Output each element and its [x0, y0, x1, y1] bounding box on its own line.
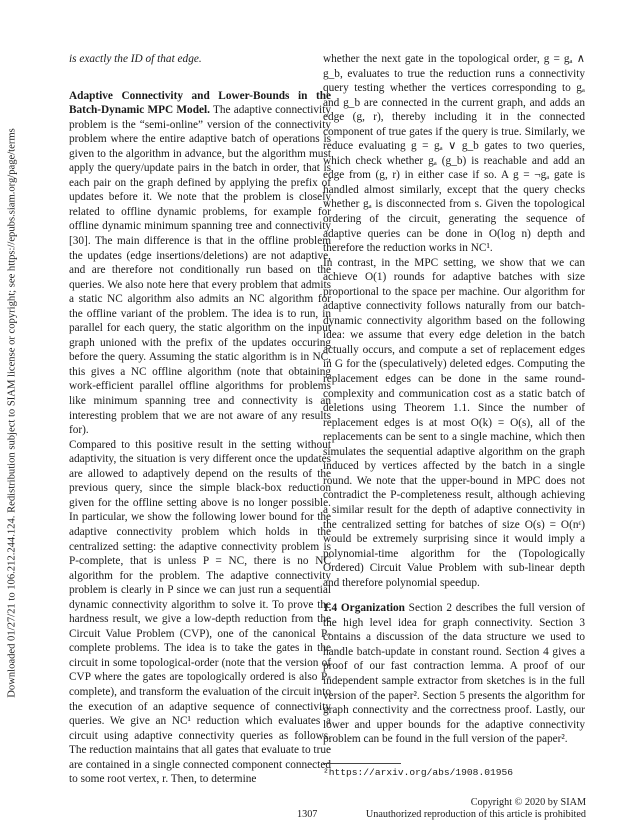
organization-paragraph [323, 601, 585, 746]
right-column [323, 52, 585, 779]
paragraph-body: The adaptive connectivity problem is the “semi-online” version of the connectivity problem where the entire adaptive batch of operations is given to the algorithm in advance, but the algorithm must apply the query/update pairs in the batch in order, that is each pair on the graph defined by applying the prefix of updates before it. We note that the problem is closely related to offline dynamic problems, for example for offline dynamic minimum spanning tree and connectivity [30]. The main difference is that in the offline problem the updates (edge insertions/deletions) are not adaptive, and are therefore not conditionally run based on the queries. We also note here that every problem that admits a static NC algorithm also admits an NC algorithm for the offline variant of the problem. The idea is to run, in parallel for each query, the static algorithm on the input graph unioned with the prefix of the updates occuring before the query. Assuming the static algorithm is in NC, this gives a NC offline algorithm (note that obtaining work-efficient parallel offline algorithms for problems like minimum spanning tree and connectivity is an interesting problem that we are not aware of any results for). [69, 104, 331, 437]
reproduction-notice: Unauthorized reproduction of this article is prohibited [365, 809, 586, 820]
organization-body: Section 2 describes the full version of the high level idea for graph connectivity. Section 3 contains a discussion of the data structure we used to handle batch-update in constant round. Section 4 gives a proof of our fast contraction lemma. A proof of our independent sample extractor from sketches is in the full version of the paper². Section 5 presents the algorithm for graph connectivity and the correctness proof. Lastly, our lower and upper bounds for the adaptive connectivity problem can be found in the full version of the paper². [323, 602, 585, 746]
footnote-link[interactable]: ²https://arxiv.org/abs/1908.01956 [323, 766, 513, 778]
copyright-block [366, 797, 586, 821]
footnote-rule [323, 763, 401, 764]
copyright-line: Copyright © 2020 by SIAM [470, 797, 586, 808]
page-number: 1307 [297, 809, 318, 820]
download-notice: Downloaded 01/27/21 to 106.212.244.124. Redistribution subject to SIAM license or copyright; see https://epubs.siam.org/page/terms [6, 128, 18, 698]
lower-bound-paragraph: Compared to this positive result in the setting without adaptivity, the situation is very different once the updates are allowed to adaptively depend on the results of the previous query, since the simple black-box reduction given for the offline setting above is no longer possible. In particular, we show the following lower bound for the adaptive connectivity problem which holds in the centralized setting: the adaptive connectivity problem is P-complete, that is unless P = NC, there is no NC algorithm for the problem. The adaptive connectivity problem is clearly in P since we can just run a sequential dynamic connectivity algorithm to solve it. To prove the hardness result, we give a low-depth reduction from the Circuit Value Problem (CVP), one of the canonical P-complete problems. The idea is to take the gates in the circuit in some topological-order (note that the version of CVP where the gates are topologically ordered is also P-complete), and transform the evaluation of the circuit into the execution of an adaptive sequence of connectivity queries. We give an NC¹ reduction which evaluates a circuit using adaptive connectivity queries as follows. The reduction maintains that all gates that evaluate to true are contained in a single connected component connected to some root vertex, r. Then, to determine [69, 438, 331, 786]
reduction-paragraph: whether the next gate in the topological order, g = gₐ ∧ g_b, evaluates to true the reduction runs a connectivity query testing whether the vertices corresponding to gₐ and g_b are connected in the current graph, and adds an edge (g, r), thereby including it in the connected component of true gates if the query is true. Similarly, we reduce evaluating g = gₐ ∨ g_b gates to two queries, which check whether gₐ (g_b) is reachable and add an edge from (g, r) in either case if so. A g = ¬gₐ gate is handled almost similarly, except that the query checks whether gₐ is disconnected from s. Given the topological ordering of the circuit, generating the sequence of adaptive queries can be done in O(log n) depth and therefore the reduction works in NC¹. [323, 53, 585, 255]
section-heading-adaptive: Adaptive Connectivity and Lower-Bounds in the Batch-Dynamic MPC Model. [69, 89, 331, 117]
mpc-paragraph: In contrast, in the MPC setting, we show that we can achieve O(1) rounds for adaptive batches with size proportional to the space per machine. Our algorithm for adaptive connectivity follows naturally from our batch-dynamic connectivity algorithm based on the following idea: we assume that every edge deletion in the batch actually occurs, and compute a set of replacement edges in G for the (speculatively) deleted edges. Computing the replacement edges can be done in the same round-complexity and communication cost as a static batch of deletions using Theorem 1.1. Since the number of replacement edges is at most O(k) = O(s), all of the replacements can be sent to a single machine, which then simulates the sequential adaptive algorithm on the graph induced by vertices affected by the batch in a single round. We note that the upper-bound in MPC does not contradict the P-completeness result, although achieving a similar result for the depth of adaptive connectivity in the centralized setting for batches of size O(s) = O(nᵋ) would be extremely surprising since it would imply a polynomial-time algorithm for the (Topologically Ordered) Circuit Value Problem with sub-linear depth and therefore polynomial speedup. [323, 256, 585, 589]
left-column [69, 52, 331, 787]
intro-line: is exactly the ID of that edge. [69, 53, 202, 65]
section-heading-organization: 1.4 Organization [323, 602, 405, 615]
download-notice-sidebar [2, 0, 22, 826]
adaptive-connectivity-paragraph [69, 89, 331, 438]
